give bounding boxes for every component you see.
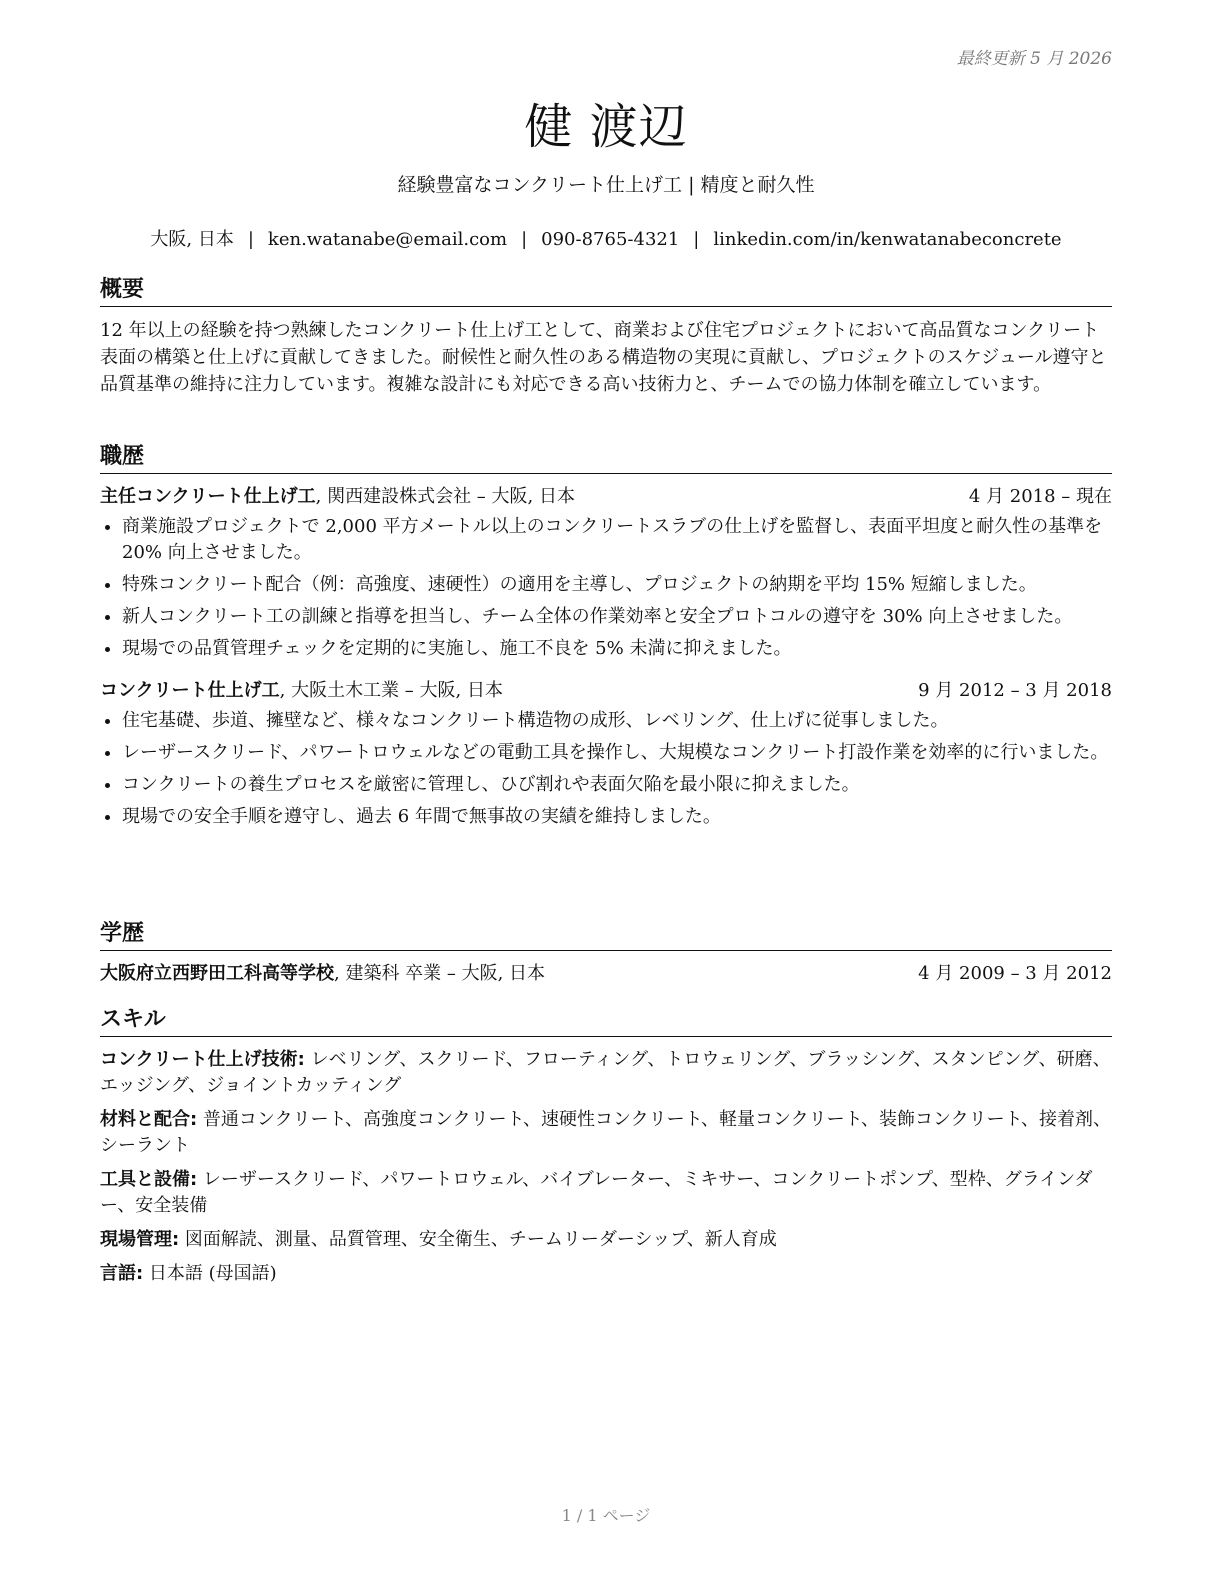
job-org: , 大阪土木工業 – 大阪, 日本 bbox=[279, 680, 503, 701]
skill-category: 材料と配合: bbox=[100, 1109, 198, 1130]
job-role: 主任コンクリート仕上げ工 bbox=[100, 486, 316, 507]
list-item: • 商業施設プロジェクトで 2,000 平方メートル以上のコンクリートスラブの仕上げを監督し、表面平坦度と耐久性の基準を 20% 向上させました。 bbox=[122, 514, 1112, 566]
education-entry bbox=[100, 961, 1112, 987]
education-detail: , 建築科 卒業 – 大阪, 日本 bbox=[334, 963, 546, 984]
skill-text: 図面解読、測量、品質管理、安全衛生、チームリーダーシップ、新人育成 bbox=[179, 1229, 777, 1250]
job-bullets bbox=[100, 708, 1112, 830]
list-item: • 住宅基礎、歩道、擁壁など、様々なコンクリート構造物の成形、レベリング、仕上げに従事しました。 bbox=[122, 708, 1112, 734]
skill-text: レベリング、スクリード、フローティング、トロウェリング、ブラッシング、スタンピング、研磨、エッジング、ジョイントカッティング bbox=[100, 1049, 1111, 1096]
contact-email[interactable]: ken.watanabe@email.com bbox=[267, 229, 508, 250]
section-title-summary: 概要 bbox=[100, 276, 1112, 307]
skill-row bbox=[100, 1047, 1112, 1099]
contact-linkedin[interactable]: linkedin.com/in/kenwatanabeconcrete bbox=[713, 229, 1062, 250]
list-item: • レーザースクリード、パワートロウェルなどの電動工具を操作し、大規模なコンクリート打設作業を効率的に行いました。 bbox=[122, 740, 1112, 766]
job-role: コンクリート仕上げ工 bbox=[100, 680, 280, 701]
last-updated: 最終更新 5 月 2026 bbox=[956, 49, 1112, 69]
contact-location: 大阪, 日本 bbox=[150, 229, 234, 250]
list-item: • 特殊コンクリート配合（例：高強度、速硬性）の適用を主導し、プロジェクトの納期を平均 15% 短縮しました。 bbox=[122, 572, 1112, 598]
job-bullets bbox=[100, 514, 1112, 662]
job-header bbox=[100, 484, 1112, 510]
skill-text: 日本語 (母国語) bbox=[143, 1263, 277, 1284]
tagline: 経験豊富なコンクリート仕上げ工 | 精度と耐久性 bbox=[397, 174, 815, 196]
contact-separator: | bbox=[247, 229, 254, 250]
school-name: 大阪府立西野田工科高等学校 bbox=[100, 963, 334, 984]
job-org: , 関西建設株式会社 – 大阪, 日本 bbox=[315, 486, 575, 507]
skill-category: 現場管理: bbox=[100, 1229, 180, 1250]
list-item: • 現場での品質管理チェックを定期的に実施し、施工不良を 5% 未満に抑えました。 bbox=[122, 636, 1112, 662]
contact-separator: | bbox=[693, 229, 700, 250]
skill-text: レーザースクリード、パワートロウェル、バイブレーター、ミキサー、コンクリートポンプ、型枠、グラインダー、安全装備 bbox=[100, 1169, 1093, 1216]
page-footer: 1 / 1 ページ bbox=[561, 1506, 651, 1525]
section-title-skills: スキル bbox=[100, 1006, 1112, 1037]
skill-category: 言語: bbox=[100, 1263, 144, 1284]
skill-row bbox=[100, 1261, 1112, 1287]
contact-line bbox=[100, 225, 1112, 251]
list-item: • 新人コンクリート工の訓練と指導を担当し、チーム全体の作業効率と安全プロトコルの遵守を 30% 向上させました。 bbox=[122, 604, 1112, 630]
skill-row bbox=[100, 1107, 1112, 1159]
education-dates: 4 月 2009 – 3 月 2012 bbox=[918, 963, 1112, 984]
job-entry bbox=[100, 678, 1112, 830]
education-section bbox=[100, 920, 1112, 987]
section-title-education: 学歴 bbox=[100, 920, 1112, 951]
list-item: • 現場での安全手順を遵守し、過去 6 年間で無事故の実績を維持しました。 bbox=[122, 804, 1112, 830]
job-dates: 4 月 2018 – 現在 bbox=[968, 486, 1112, 507]
skill-text: 普通コンクリート、高強度コンクリート、速硬性コンクリート、軽量コンクリート、装飾コンクリート、接着剤、シーラント bbox=[100, 1109, 1112, 1156]
summary-section bbox=[100, 276, 1112, 398]
list-item: • コンクリートの養生プロセスを厳密に管理し、ひび割れや表面欠陥を最小限に抑えました。 bbox=[122, 772, 1112, 798]
skills-section bbox=[100, 1006, 1112, 1295]
candidate-name: 健 渡辺 bbox=[524, 99, 688, 155]
contact-separator: | bbox=[521, 229, 528, 250]
section-title-experience: 職歴 bbox=[100, 443, 1112, 474]
skill-category: 工具と設備: bbox=[100, 1169, 198, 1190]
summary-text: 12 年以上の経験を持つ熟練したコンクリート仕上げ工として、商業および住宅プロジェクトにおいて高品質なコンクリート表面の構築と仕上げに貢献してきました。耐候性と耐久性のある構造物の実現に貢献し、プロジェクトのスケジュール遵守と品質基準の維持に注力しています。複雑な設計にも対応できる高い技術力と、チームでの協力体制を確立しています。 bbox=[100, 320, 1107, 395]
skill-row bbox=[100, 1227, 1112, 1253]
job-entry bbox=[100, 484, 1112, 662]
contact-phone: 090-8765-4321 bbox=[541, 229, 680, 250]
job-dates: 9 月 2012 – 3 月 2018 bbox=[918, 680, 1112, 701]
job-header bbox=[100, 678, 1112, 704]
experience-section bbox=[100, 443, 1112, 836]
skill-row bbox=[100, 1167, 1112, 1219]
skill-category: コンクリート仕上げ技術: bbox=[100, 1049, 305, 1070]
